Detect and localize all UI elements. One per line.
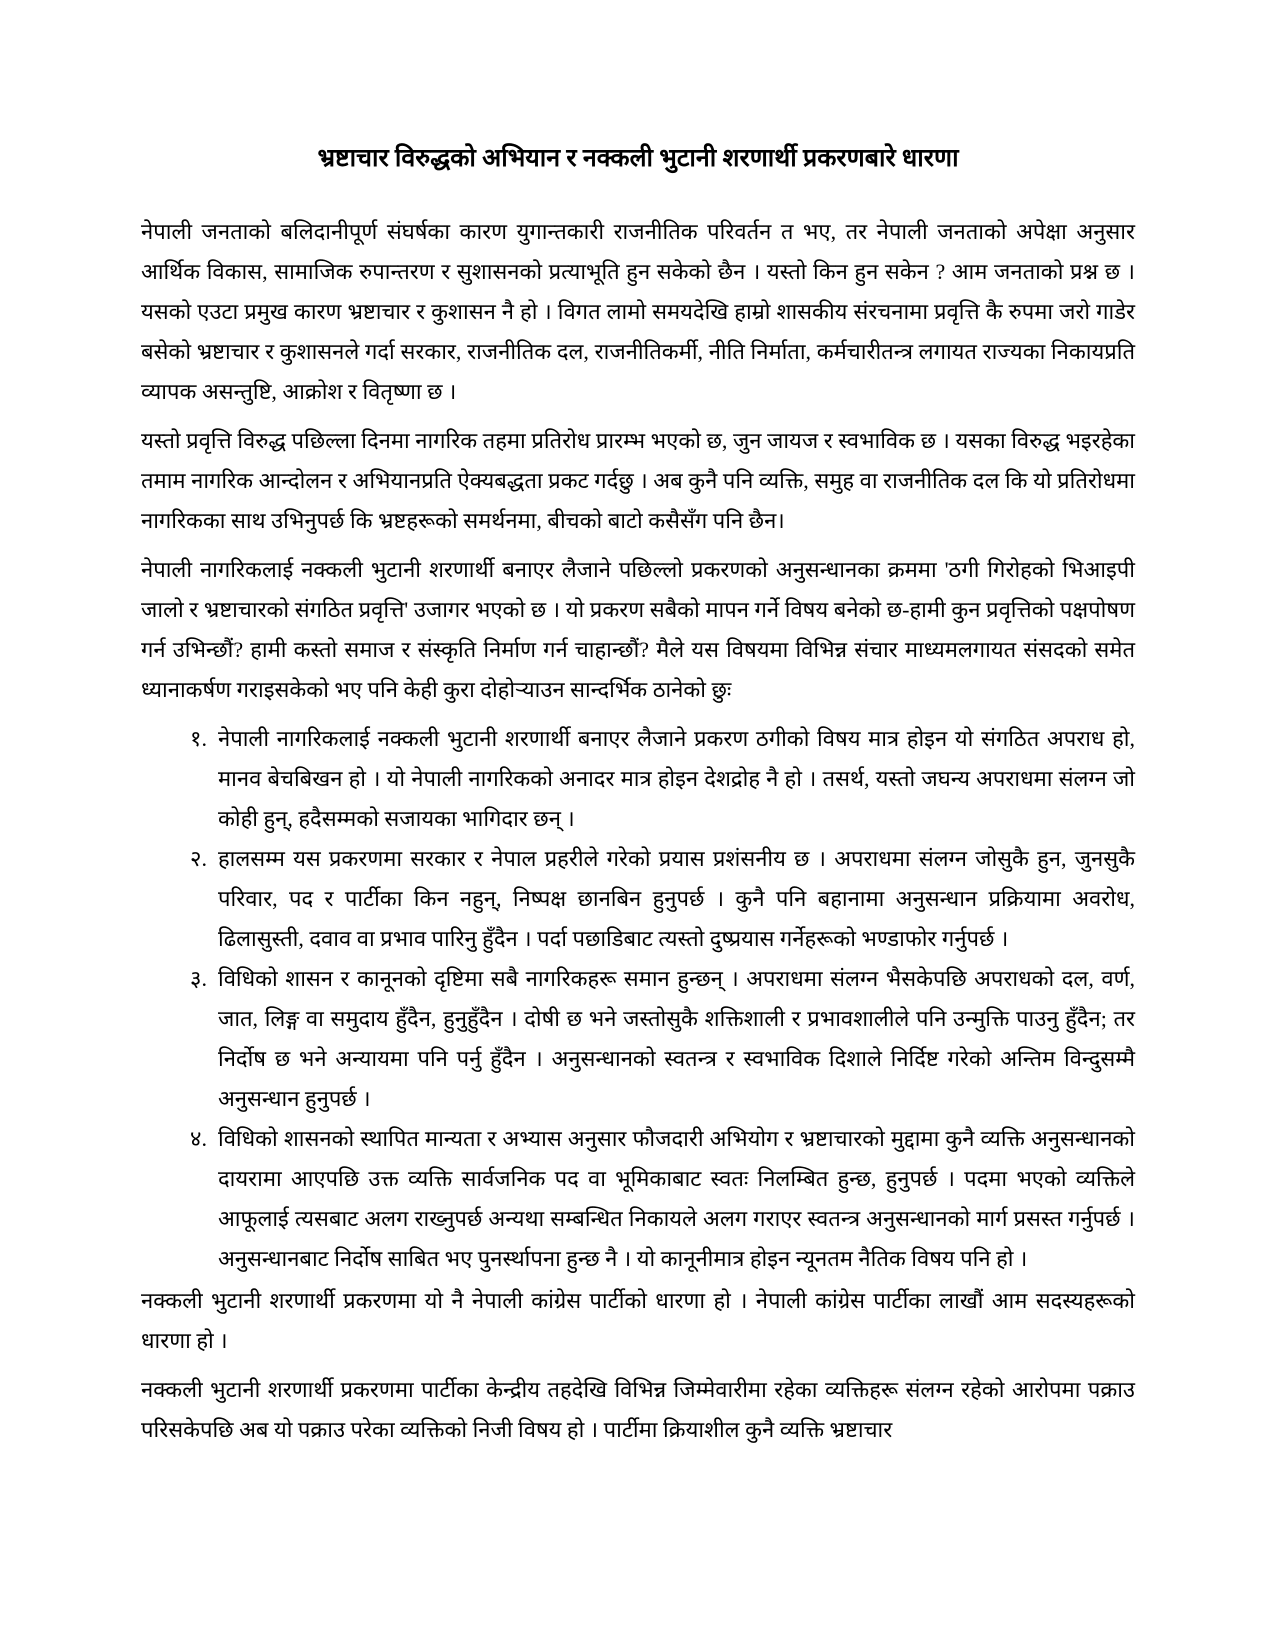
list-item-text: विधिको शासन र कानूनको दृष्टिमा सबै नागरिकहरू समान हुन्छन् । अपराधमा संलग्न भैसकेपछि अपराधको दल, वर्ण, जात, लिङ्ग वा समुदाय हुँदैन, हुनुहुँदैन । दोषी छ भने जस्तोसुकै शक्तिशाली र प्रभावशालीले पनि उन्मुक्ति पाउनु हुँदैन; तर निर्दोष छ भने अन्यायमा पनि पर्नु हुँदैन । अनुसन्धानको स्वतन्त्र र स्वभाविक दिशाले निर्दिष्ट गरेको अन्तिम विन्दुसम्मै अनुसन्धान हुनुपर्छ । <box>218 966 1135 1111</box>
paragraph-intro-3: नेपाली नागरिकलाई नक्कली भुटानी शरणार्थी बनाएर लैजाने पछिल्लो प्रकरणको अनुसन्धानका क्रममा 'ठगी गिरोहको भिआइपी जालो र भ्रष्टाचारको संगठित प्रवृत्ति' उजागर भएको छ । यो प्रकरण सबैको मापन गर्ने विषय बनेको छ-हामी कुन प्रवृत्तिको पक्षपोषण गर्न उभिन्छौं? हामी कस्तो समाज र संस्कृति निर्माण गर्न चाहान्छौं? मैले यस विषयमा विभिन्न संचार माध्यमलगायत संसदको समेत ध्यानाकर्षण गराइसकेको भए पनि केही कुरा दोहोऱ्याउन सान्दर्भिक ठानेको छुः <box>141 557 1135 702</box>
paragraph-intro-2: यस्तो प्रवृत्ति विरुद्ध पछिल्ला दिनमा नागरिक तहमा प्रतिरोध प्रारम्भ भएको छ, जुन जायज र स्वभाविक छ । यसका विरुद्ध भइरहेका तमाम नागरिक आन्दोलन र अभियानप्रति ऐक्यबद्धता प्रकट गर्दछु । अब कुनै पनि व्यक्ति, समुह वा राजनीतिक दल कि यो प्रतिरोधमा नागरिकका साथ उभिनुपर्छ कि भ्रष्टहरूको समर्थनमा, बीचको बाटो कसैसँग पनि छैन। <box>141 428 1135 533</box>
list-item <box>141 839 1135 959</box>
list-item <box>141 959 1135 1119</box>
list-item-text: विधिको शासनको स्थापित मान्यता र अभ्यास अनुसार फौजदारी अभियोग र भ्रष्टाचारको मुद्दामा कुनै व्यक्ति अनुसन्धानको दायरामा आएपछि उक्त व्यक्ति सार्वजनिक पद वा भूमिकाबाट स्वतः निलम्बित हुन्छ, हुनुपर्छ । पदमा भएको व्यक्तिले आफूलाई त्यसबाट अलग राख्नुपर्छ अन्यथा सम्बन्धित निकायले अलग गराएर स्वतन्त्र अनुसन्धानको मार्ग प्रसस्त गर्नुपर्छ । अनुसन्धानबाट निर्दोष साबित भए पुनर्स्थापना हुन्छ नै । यो कानूनीमात्र होइन न्यूनतम नैतिक विषय पनि हो । <box>218 1126 1135 1271</box>
document-title: भ्रष्टाचार विरुद्धको अभियान र नक्कली भुटानी शरणार्थी प्रकरणबारे धारणा <box>317 145 959 172</box>
list-item <box>141 719 1135 839</box>
list-item-text: नेपाली नागरिकलाई नक्कली भुटानी शरणार्थी बनाएर लैजाने प्रकरण ठगीको विषय मात्र होइन यो संगठित अपराध हो, मानव बेचबिखन हो । यो नेपाली नागरिकको अनादर मात्र होइन देशद्रोह नै हो । तसर्थ, यस्तो जघन्य अपराधमा संलग्न जो कोही हुन्, हदैसम्मको सजायका भागिदार छन् । <box>218 726 1135 831</box>
paragraph-closing-1: नक्कली भुटानी शरणार्थी प्रकरणमा यो नै नेपाली कांग्रेस पार्टीको धारणा हो । नेपाली कांग्रेस पार्टीका लाखौं आम सदस्यहरूको धारणा हो । <box>141 1288 1135 1353</box>
list-number: १. <box>190 726 207 751</box>
list-number: ३. <box>190 966 207 991</box>
list-item-text: हालसम्म यस प्रकरणमा सरकार र नेपाल प्रहरीले गरेको प्रयास प्रशंसनीय छ । अपराधमा संलग्न जोसुकै हुन, जुनसुकै परिवार, पद र पार्टीका किन नहुन्, निष्पक्ष छानबिन हुनुपर्छ । कुनै पनि बहानामा अनुसन्धान प्रक्रियामा अवरोध, ढिलासुस्ती, दवाव वा प्रभाव पारिनु हुँदैन । पर्दा पछाडिबाट त्यस्तो दुष्प्रयास गर्नेहरूको भण्डाफोर गर्नुपर्छ । <box>218 846 1135 951</box>
numbered-list <box>141 719 1135 1279</box>
paragraph-closing-2: नक्कली भुटानी शरणार्थी प्रकरणमा पार्टीका केन्द्रीय तहदेखि विभिन्न जिम्मेवारीमा रहेका व्यक्तिहरू संलग्न रहेको आरोपमा पक्राउ परिसकेपछि अब यो पक्राउ परेका व्यक्तिको निजी विषय हो । पार्टीमा क्रियाशील कुनै व्यक्ति भ्रष्टाचार <box>141 1377 1135 1442</box>
list-item <box>141 1119 1135 1279</box>
paragraph-intro-1: नेपाली जनताको बलिदानीपूर्ण संघर्षका कारण युगान्तकारी राजनीतिक परिवर्तन त भए, तर नेपाली जनताको अपेक्षा अनुसार आर्थिक विकास, सामाजिक रुपान्तरण र सुशासनको प्रत्याभूति हुन सकेको छैन । यस्तो किन हुन सकेन ? आम जनताको प्रश्न छ । यसको एउटा प्रमुख कारण भ्रष्टाचार र कुशासन नै हो । विगत लामो समयदेखि हाम्रो शासकीय संरचनामा प्रवृत्ति कै रुपमा जरो गाडेर बसेको भ्रष्टाचार र कुशासनले गर्दा सरकार, राजनीतिक दल, राजनीतिकर्मी, नीति निर्माता, कर्मचारीतन्त्र लगायत राज्यका निकायप्रति व्यापक असन्तुष्टि, आक्रोश र वितृष्णा छ । <box>141 219 1135 404</box>
list-number: २. <box>190 846 207 871</box>
list-number: ४. <box>190 1126 207 1151</box>
